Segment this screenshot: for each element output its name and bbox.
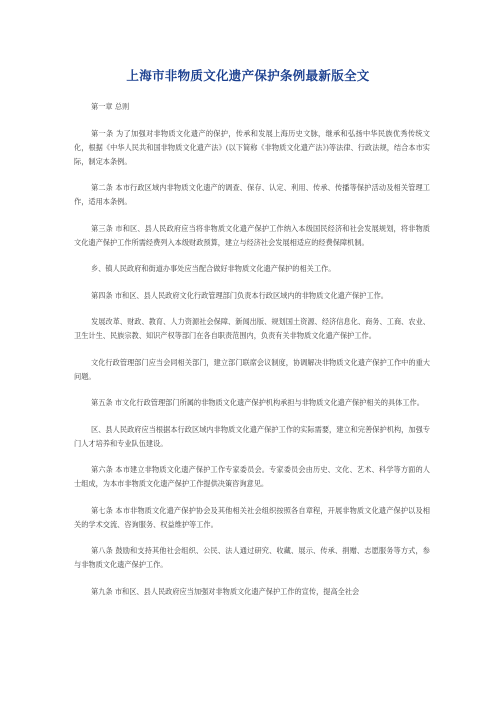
article-2: 第二条 本市行政区域内非物质文化遗产的调查、保存、认定、利用、传承、传播等保护活动及相关管理工作，适用本条例。: [74, 183, 430, 206]
article-5: 第五条 市文化行政管理部门所属的非物质文化遗产保护机构承担与非物质文化遗产保护相关的具体工作。: [91, 398, 424, 407]
article-5-paragraph-2: 区、县人民政府应当根据本行政区域内非物质文化遗产保护工作的实际需要，建立和完善保护机构，加强专门人才培养和专业队伍建设。: [74, 424, 430, 448]
chapter-heading: 第一章 总则: [91, 102, 130, 111]
article-4: 第四条 市和区、县人民政府文化行政管理部门负责本行政区域内的非物质文化遗产保护工作。: [91, 290, 388, 300]
article-9: 第九条 市和区、县人民政府应当加强对非物质文化遗产保护工作的宣传，提高全社会: [91, 586, 360, 596]
article-7: 第七条 本市非物质文化遗产保护协会及其他相关社会组织按照各自章程，开展非物质文化遗产保护以及相关的学术交流、咨询服务、权益维护等工作。: [74, 505, 430, 529]
document-title: 上海市非物质文化遗产保护条例最新版全文: [126, 68, 370, 83]
article-3: 第三条 市和区、县人民政府应当将非物质文化遗产保护工作纳入本级国民经济和社会发展规划，将非物质文化遗产保护工作所需经费列入本级财政预算，建立与经济社会发展相适应的经费保障机制。: [74, 223, 430, 247]
document-body: [74, 100, 430, 611]
article-3-paragraph-2: 乡、镇人民政府和街道办事处应当配合做好非物质文化遗产保护的相关工作。: [91, 264, 336, 273]
article-4-paragraph-3: 文化行政管理部门应当会同相关部门，建立部门联席会议制度，协调解决非物质文化遗产保护工作中的重大问题。: [74, 357, 430, 381]
article-6: 第六条 本市建立非物质文化遗产保护工作专家委员会。专家委员会由历史、文化、艺术、科学等方面的人士组成，为本市非物质文化遗产保护工作提供决策咨询意见。: [74, 465, 430, 488]
article-8: 第八条 鼓励和支持其他社会组织、公民、法人通过研究、收藏、展示、传承、捐赠、志愿服务等方式，参与非物质文化遗产保护工作。: [74, 546, 430, 569]
article-1: 第一条 为了加强对非物质文化遗产的保护，传承和发展上海历史文脉，继承和弘扬中华民族优秀传统文化，根据《中华人民共和国非物质文化遗产法》(以下简称《非物质文化遗产法》)等法律、行政法规，结合本市实际，制定本条例。: [74, 128, 430, 166]
article-4-paragraph-2: 发展改革、财政、教育、人力资源社会保障、新闻出版、规划国土资源、经济信息化、商务、工商、农业、卫生计生、民族宗教、知识产权等部门在各自职责范围内，负责有关非物质文化遗产保护工作。: [74, 317, 430, 340]
